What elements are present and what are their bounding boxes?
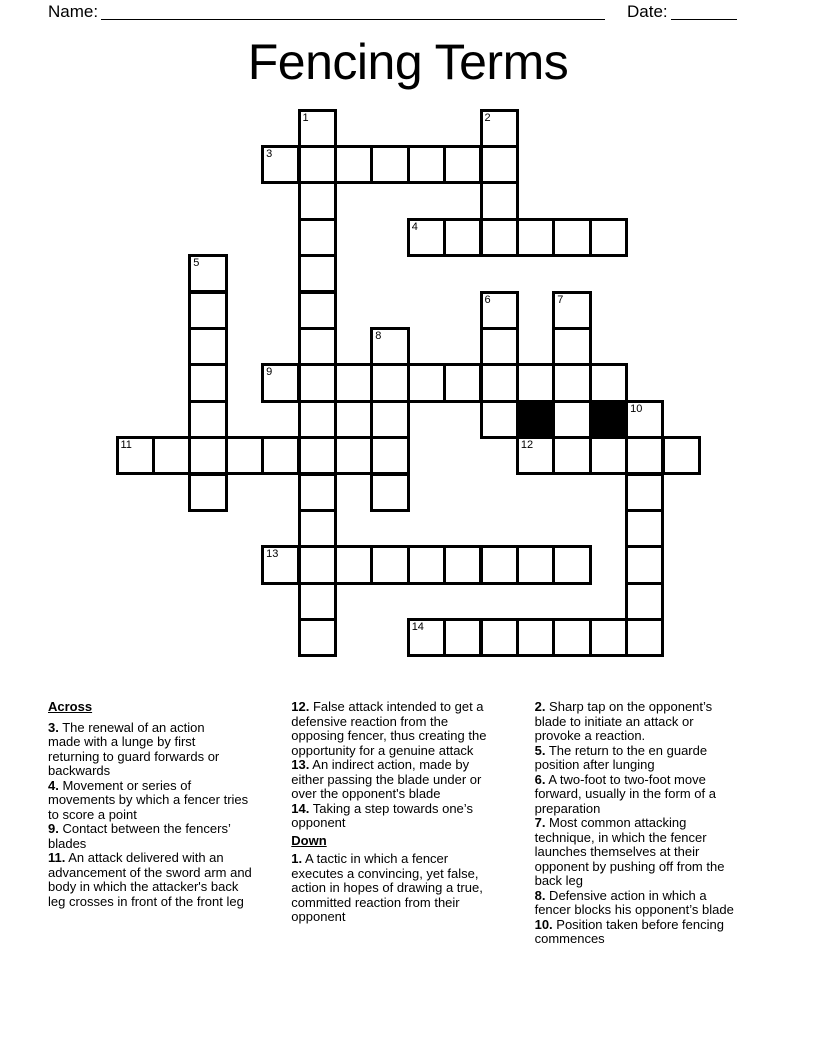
grid-cell[interactable] — [625, 509, 664, 548]
grid-cell[interactable] — [298, 145, 337, 184]
grid-cell[interactable] — [480, 545, 519, 584]
grid-cell[interactable] — [552, 618, 591, 657]
grid-cell[interactable] — [152, 436, 191, 475]
grid-cell[interactable] — [480, 400, 519, 439]
grid-cell[interactable] — [370, 327, 409, 366]
grid-cell[interactable] — [443, 545, 482, 584]
grid-cell[interactable] — [443, 363, 482, 402]
grid-cell[interactable] — [188, 291, 227, 330]
grid-cell[interactable] — [225, 436, 264, 475]
clue-10: 10. Position taken before fencing commences — [534, 916, 724, 946]
clue-3: 3. The renewal of an action made with a lunge by first returning to guard forwards or backwards — [48, 719, 220, 778]
cell-number: 2 — [484, 111, 491, 124]
grid-cell[interactable] — [298, 181, 337, 220]
crossword-grid — [117, 110, 700, 657]
clue-number: 8. — [534, 887, 546, 903]
grid-cell[interactable] — [261, 436, 300, 475]
grid-cell[interactable] — [625, 545, 664, 584]
across-header: Across — [48, 699, 93, 714]
clue-14: 14. Taking a step towards one’s opponent — [291, 800, 473, 830]
grid-cell[interactable] — [298, 473, 337, 512]
down-header: Down — [291, 832, 327, 848]
grid-cell[interactable] — [480, 145, 519, 184]
grid-cell[interactable] — [589, 363, 628, 402]
grid-cell[interactable] — [625, 473, 664, 512]
grid-cell[interactable] — [298, 254, 337, 293]
page-title: Fencing Terms — [247, 34, 569, 90]
cell-number: 8 — [375, 329, 382, 342]
clue-column-middle — [291, 700, 534, 947]
grid-cell[interactable] — [188, 363, 227, 402]
clue-number: 11. — [48, 850, 66, 865]
grid-cell[interactable] — [298, 363, 337, 402]
grid-cell[interactable] — [261, 363, 300, 402]
clue-8: 8. Defensive action in which a fencer blocks his opponent’s blade — [534, 887, 734, 917]
cell-number: 13 — [266, 548, 279, 561]
grid-cell[interactable] — [407, 363, 446, 402]
grid-cell[interactable] — [298, 582, 337, 621]
clue-6: 6. A two-foot to two-foot move forward, usually in the form of a preparation — [534, 771, 716, 816]
grid-cell[interactable] — [516, 618, 555, 657]
cell-number: 11 — [120, 439, 132, 452]
cell-number: 5 — [193, 257, 200, 270]
clue-12: 12. False attack intended to get a defensive reaction from the opposing fencer, thus creating the opportunity for a genuine attack — [291, 699, 487, 758]
grid-cell[interactable] — [589, 436, 628, 475]
grid-cell[interactable] — [443, 218, 482, 257]
grid-cell[interactable] — [298, 109, 337, 148]
clue-1: 1. A tactic in which a fencer executes a convincing, yet false, action in hopes of drawing a true, committed reaction from their opponent — [291, 851, 483, 924]
grid-cell[interactable] — [188, 254, 227, 293]
grid-cell[interactable] — [407, 618, 446, 657]
grid-cell[interactable] — [370, 545, 409, 584]
grid-cell[interactable] — [188, 400, 227, 439]
cell-number: 3 — [266, 147, 273, 160]
cell-number: 4 — [411, 220, 418, 233]
grid-cell[interactable] — [370, 400, 409, 439]
grid-cell[interactable] — [334, 545, 373, 584]
clue-section — [48, 700, 778, 947]
grid-cell[interactable] — [625, 582, 664, 621]
grid-cell[interactable] — [116, 436, 155, 475]
grid-cell[interactable] — [298, 436, 337, 475]
grid-cell-black — [516, 400, 555, 439]
cell-number: 9 — [266, 366, 273, 379]
name-fill-line[interactable] — [101, 3, 605, 20]
clue-column-across — [48, 700, 291, 947]
grid-cell[interactable] — [298, 291, 337, 330]
clue-number: 13. — [291, 757, 310, 772]
clue-7: 7. Most common attacking technique, in which the fencer launches themselves at their opponent by pushing off from the back leg — [534, 815, 725, 888]
grid-cell[interactable] — [407, 545, 446, 584]
grid-cell[interactable] — [516, 218, 555, 257]
grid-cell[interactable] — [480, 291, 519, 330]
clue-number: 12. — [291, 699, 310, 714]
clue-5: 5. The return to the en guarde position after lunging — [534, 742, 708, 772]
grid-cell[interactable] — [662, 436, 701, 475]
grid-cell[interactable] — [516, 545, 555, 584]
grid-cell[interactable] — [261, 145, 300, 184]
cell-number: 10 — [630, 402, 643, 415]
grid-cell[interactable] — [480, 109, 519, 148]
clue-2: 2. Sharp tap on the opponent’s blade to initiate an attack or provoke a reaction. — [534, 699, 713, 743]
clue-4: 4. Movement or series of movements by which a fencer tries to score a point — [48, 777, 249, 822]
name-label: Name: — [48, 2, 99, 21]
grid-cell[interactable] — [407, 218, 446, 257]
grid-cell[interactable] — [516, 436, 555, 475]
grid-cell[interactable] — [188, 436, 227, 475]
grid-cell[interactable] — [370, 363, 409, 402]
date-label: Date: — [627, 2, 668, 21]
clue-number: 1. — [291, 851, 303, 866]
grid-cell[interactable] — [298, 218, 337, 257]
grid-cell[interactable] — [589, 618, 628, 657]
grid-cell[interactable] — [552, 400, 591, 439]
clue-number: 14. — [291, 800, 310, 816]
grid-cell[interactable] — [370, 436, 409, 475]
grid-cell[interactable] — [334, 436, 373, 475]
grid-cell[interactable] — [480, 181, 519, 220]
cell-number: 7 — [557, 293, 564, 306]
cell-number: 12 — [520, 439, 534, 452]
grid-cell[interactable] — [443, 618, 482, 657]
cell-number: 14 — [411, 621, 424, 634]
grid-cell[interactable] — [188, 473, 227, 512]
grid-cell[interactable] — [370, 473, 409, 512]
grid-cell[interactable] — [407, 145, 446, 184]
date-fill-line[interactable] — [671, 3, 737, 20]
clue-number: 2. — [534, 699, 546, 714]
clue-column-down — [535, 700, 778, 947]
grid-cell[interactable] — [298, 400, 337, 439]
grid-cell[interactable] — [516, 363, 555, 402]
grid-cell[interactable] — [480, 363, 519, 402]
grid-cell[interactable] — [298, 509, 337, 548]
grid-cell[interactable] — [334, 145, 373, 184]
grid-cell[interactable] — [298, 545, 337, 584]
grid-cell[interactable] — [298, 327, 337, 366]
grid-cell-black — [589, 400, 628, 439]
grid-cell[interactable] — [298, 618, 337, 657]
clue-number: 5. — [534, 742, 546, 758]
grid-cell[interactable] — [480, 618, 519, 657]
grid-cell[interactable] — [261, 545, 300, 584]
grid-cell[interactable] — [552, 291, 591, 330]
grid-cell[interactable] — [552, 363, 591, 402]
clue-number: 3. — [48, 719, 59, 735]
clue-number: 7. — [534, 815, 546, 830]
clue-number: 4. — [48, 777, 59, 793]
grid-cell[interactable] — [625, 400, 664, 439]
grid-cell[interactable] — [443, 145, 482, 184]
grid-cell[interactable] — [552, 436, 591, 475]
clue-number: 9. — [48, 821, 59, 836]
cell-number: 1 — [302, 111, 309, 124]
grid-cell[interactable] — [552, 545, 591, 584]
grid-cell[interactable] — [370, 145, 409, 184]
clue-number: 6. — [534, 771, 546, 787]
clue-9: 9. Contact between the fencers’ blades — [48, 821, 231, 851]
grid-cell[interactable] — [480, 327, 519, 366]
grid-cell[interactable] — [625, 618, 664, 657]
grid-cell[interactable] — [188, 327, 227, 366]
grid-cell[interactable] — [589, 218, 628, 257]
grid-cell[interactable] — [480, 218, 519, 257]
clue-11: 11. An attack delivered with an advancement of the sword arm and body in which the attacker's back leg crosses in front of the front leg — [48, 850, 252, 909]
cell-number: 6 — [484, 293, 491, 306]
clue-13: 13. An indirect action, made by either passing the blade under or over the opponent's blade — [291, 757, 482, 801]
clue-number: 10. — [534, 916, 553, 932]
grid-cell[interactable] — [552, 327, 591, 366]
grid-cell[interactable] — [625, 436, 664, 475]
grid-cell[interactable] — [334, 363, 373, 402]
grid-cell[interactable] — [552, 218, 591, 257]
